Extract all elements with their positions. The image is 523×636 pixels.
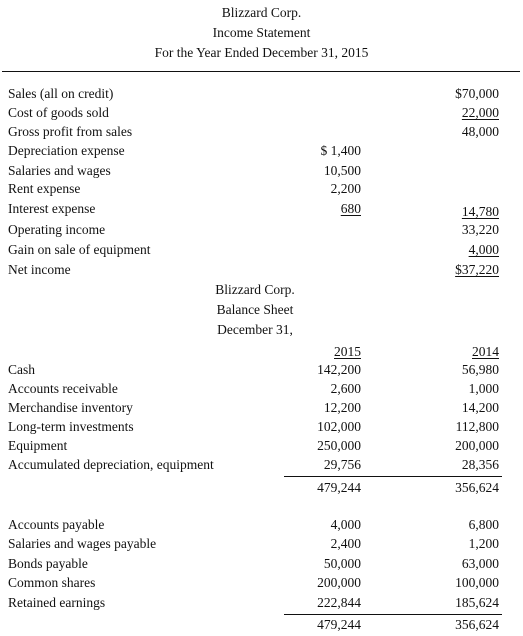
value-2014: 14,200	[461, 400, 499, 415]
row-label: Interest expense	[8, 201, 96, 216]
is-row-depreciation	[0, 143, 523, 161]
value-2014: 28,356	[461, 457, 499, 472]
balance-sheet-title: Balance Sheet	[216, 302, 294, 317]
income-statement-title: Income Statement	[212, 25, 311, 40]
row-total-value: $37,220	[455, 262, 499, 277]
assets-total-rule	[284, 476, 502, 477]
bs-row-accounts-receivable	[0, 381, 523, 399]
row-label: Common shares	[8, 575, 96, 590]
income-statement-period: For the Year Ended December 31, 2015	[154, 45, 369, 60]
value-2015: 250,000	[317, 438, 361, 453]
balance-sheet-company: Blizzard Corp.	[215, 282, 295, 297]
liabilities-total-rule	[284, 614, 502, 615]
income-statement-company: Blizzard Corp.	[221, 5, 302, 20]
value-2015: 222,844	[317, 595, 361, 610]
row-label: Net income	[8, 262, 71, 277]
value-2014: 200,000	[455, 438, 499, 453]
value-2015: 2,400	[330, 536, 361, 551]
bs-row-retained-earnings	[0, 595, 523, 613]
row-total-value: 22,000	[461, 105, 499, 120]
value-2015: 142,200	[317, 362, 361, 377]
value-2015: 29,756	[323, 457, 361, 472]
is-row-gross-profit	[0, 124, 523, 142]
row-label: Long-term investments	[8, 419, 134, 434]
bs-row-accounts-payable	[0, 517, 523, 535]
value-2015: 2,600	[330, 381, 361, 396]
row-total-value: 33,220	[461, 222, 499, 237]
row-label: Merchandise inventory	[8, 400, 133, 415]
value-2014: 185,624	[455, 595, 499, 610]
row-label: Operating income	[8, 222, 106, 237]
row-label: Cost of goods sold	[8, 105, 109, 120]
bs-row-bonds-payable	[0, 556, 523, 574]
row-total-value: 4,000	[468, 242, 499, 257]
year-2014-header: 2014	[472, 344, 499, 359]
row-total-value: 14,780	[461, 204, 499, 219]
income-statement-top-rule	[2, 71, 520, 72]
is-row-rent	[0, 181, 523, 199]
bs-row-accumulated-depreciation	[0, 457, 523, 475]
row-label: Salaries and wages	[8, 163, 111, 178]
value-2014: 56,980	[461, 362, 499, 377]
is-row-salaries	[0, 163, 523, 181]
row-label: Salaries and wages payable	[8, 536, 157, 551]
bs-row-common-shares	[0, 575, 523, 593]
is-row-interest	[0, 201, 523, 219]
total-2015: 479,244	[317, 480, 361, 495]
bs-row-assets-total	[0, 480, 523, 498]
row-label: Cash	[8, 362, 35, 377]
bs-row-cash	[0, 362, 523, 380]
row-label: Accounts payable	[8, 517, 105, 532]
is-row-operating-income	[0, 222, 523, 240]
row-detail-value: 2,200	[330, 181, 361, 196]
value-2014: 1,200	[468, 536, 499, 551]
value-2014: 100,000	[455, 575, 499, 590]
row-label: Bonds payable	[8, 556, 88, 571]
bs-row-long-term-investments	[0, 419, 523, 437]
is-row-sales	[0, 86, 523, 104]
row-label: Rent expense	[8, 181, 81, 196]
value-2014: 6,800	[468, 517, 499, 532]
value-2015: 50,000	[323, 556, 361, 571]
row-detail-value: $ 1,400	[320, 143, 361, 158]
value-2015: 4,000	[330, 517, 361, 532]
is-row-net-income	[0, 262, 523, 280]
balance-sheet-date: December 31,	[217, 322, 293, 337]
row-label: Gain on sale of equipment	[8, 242, 151, 257]
row-label: Gross profit from sales	[8, 124, 133, 139]
bs-row-salaries-wages-payable	[0, 536, 523, 554]
row-label: Accounts receivable	[8, 381, 118, 396]
row-total-value: $70,000	[455, 86, 499, 101]
total-2014: 356,624	[455, 480, 499, 495]
total-2014: 356,624	[455, 617, 499, 632]
value-2015: 200,000	[317, 575, 361, 590]
value-2014: 63,000	[461, 556, 499, 571]
row-detail-value: 680	[340, 201, 361, 216]
row-total-value: 48,000	[461, 124, 499, 139]
row-label: Equipment	[8, 438, 68, 453]
row-detail-value: 10,500	[323, 163, 361, 178]
value-2014: 112,800	[455, 419, 499, 434]
row-label: Depreciation expense	[8, 143, 125, 158]
year-2015-header: 2015	[334, 344, 361, 359]
value-2014: 1,000	[468, 381, 499, 396]
row-label: Sales (all on credit)	[8, 86, 114, 101]
value-2015: 102,000	[317, 419, 361, 434]
bs-row-merchandise-inventory	[0, 400, 523, 418]
row-label: Accumulated depreciation, equipment	[8, 457, 214, 472]
bs-row-liabilities-equity-total	[0, 617, 523, 635]
row-label: Retained earnings	[8, 595, 106, 610]
is-row-gain-on-sale	[0, 242, 523, 260]
bs-year-headers	[0, 344, 523, 362]
is-row-cogs	[0, 105, 523, 123]
value-2015: 12,200	[323, 400, 361, 415]
bs-row-equipment	[0, 438, 523, 456]
total-2015: 479,244	[317, 617, 361, 632]
